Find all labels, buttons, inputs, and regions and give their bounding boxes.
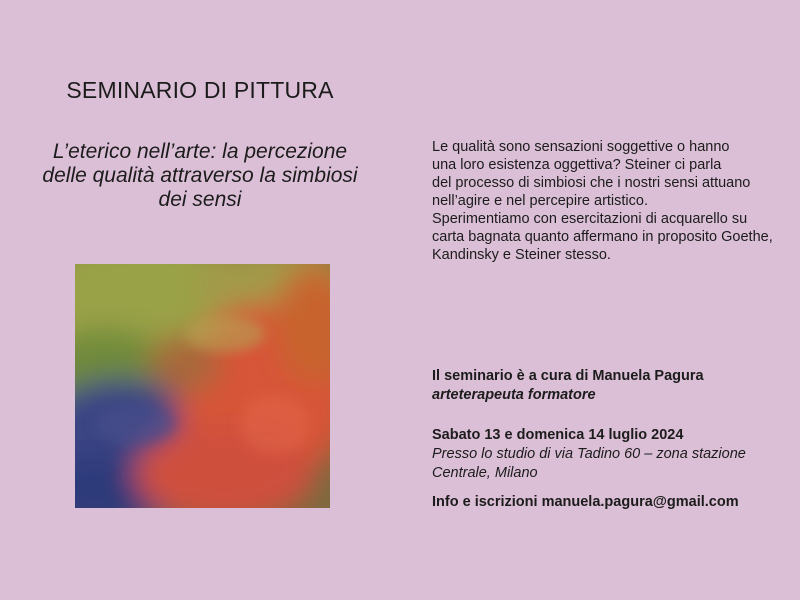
description-line: del processo di simbiosi che i nostri sensi attuano: [432, 175, 751, 191]
description-line: una loro esistenza oggettiva? Steiner ci parla: [432, 157, 722, 173]
event-details: [432, 426, 746, 483]
curator-role: arteterapeuta formatore: [432, 387, 596, 403]
info-contact: Info e iscrizioni manuela.pagura@gmail.com: [432, 494, 739, 510]
subtitle-line: delle qualità attraverso la simbiosi: [42, 164, 358, 187]
seminar-subtitle: [10, 140, 390, 212]
seminar-description: [432, 138, 800, 264]
subtitle-line: L’eterico nell’arte: la percezione: [52, 140, 348, 163]
curator-line: Il seminario è a cura di Manuela Pagura: [432, 368, 704, 384]
curator-block: [432, 367, 704, 405]
seminar-title: SEMINARIO DI PITTURA: [66, 77, 334, 103]
subtitle-line: dei sensi: [158, 188, 242, 211]
description-line: nell’agire e nel percepire artistico.: [432, 193, 648, 209]
description-line: Le qualità sono sensazioni soggettive o hanno: [432, 139, 730, 155]
watercolor-painting-image: [75, 264, 330, 508]
description-line: Kandinsky e Steiner stesso.: [432, 247, 611, 263]
event-location-line: Presso lo studio di via Tadino 60 – zona stazione: [432, 446, 746, 462]
event-dates: Sabato 13 e domenica 14 luglio 2024: [432, 427, 684, 443]
description-line: carta bagnata quanto affermano in proposito Goethe,: [432, 229, 773, 245]
description-line: Sperimentiamo con esercitazioni di acquarello su: [432, 211, 748, 227]
event-location-line: Centrale, Milano: [432, 465, 538, 481]
